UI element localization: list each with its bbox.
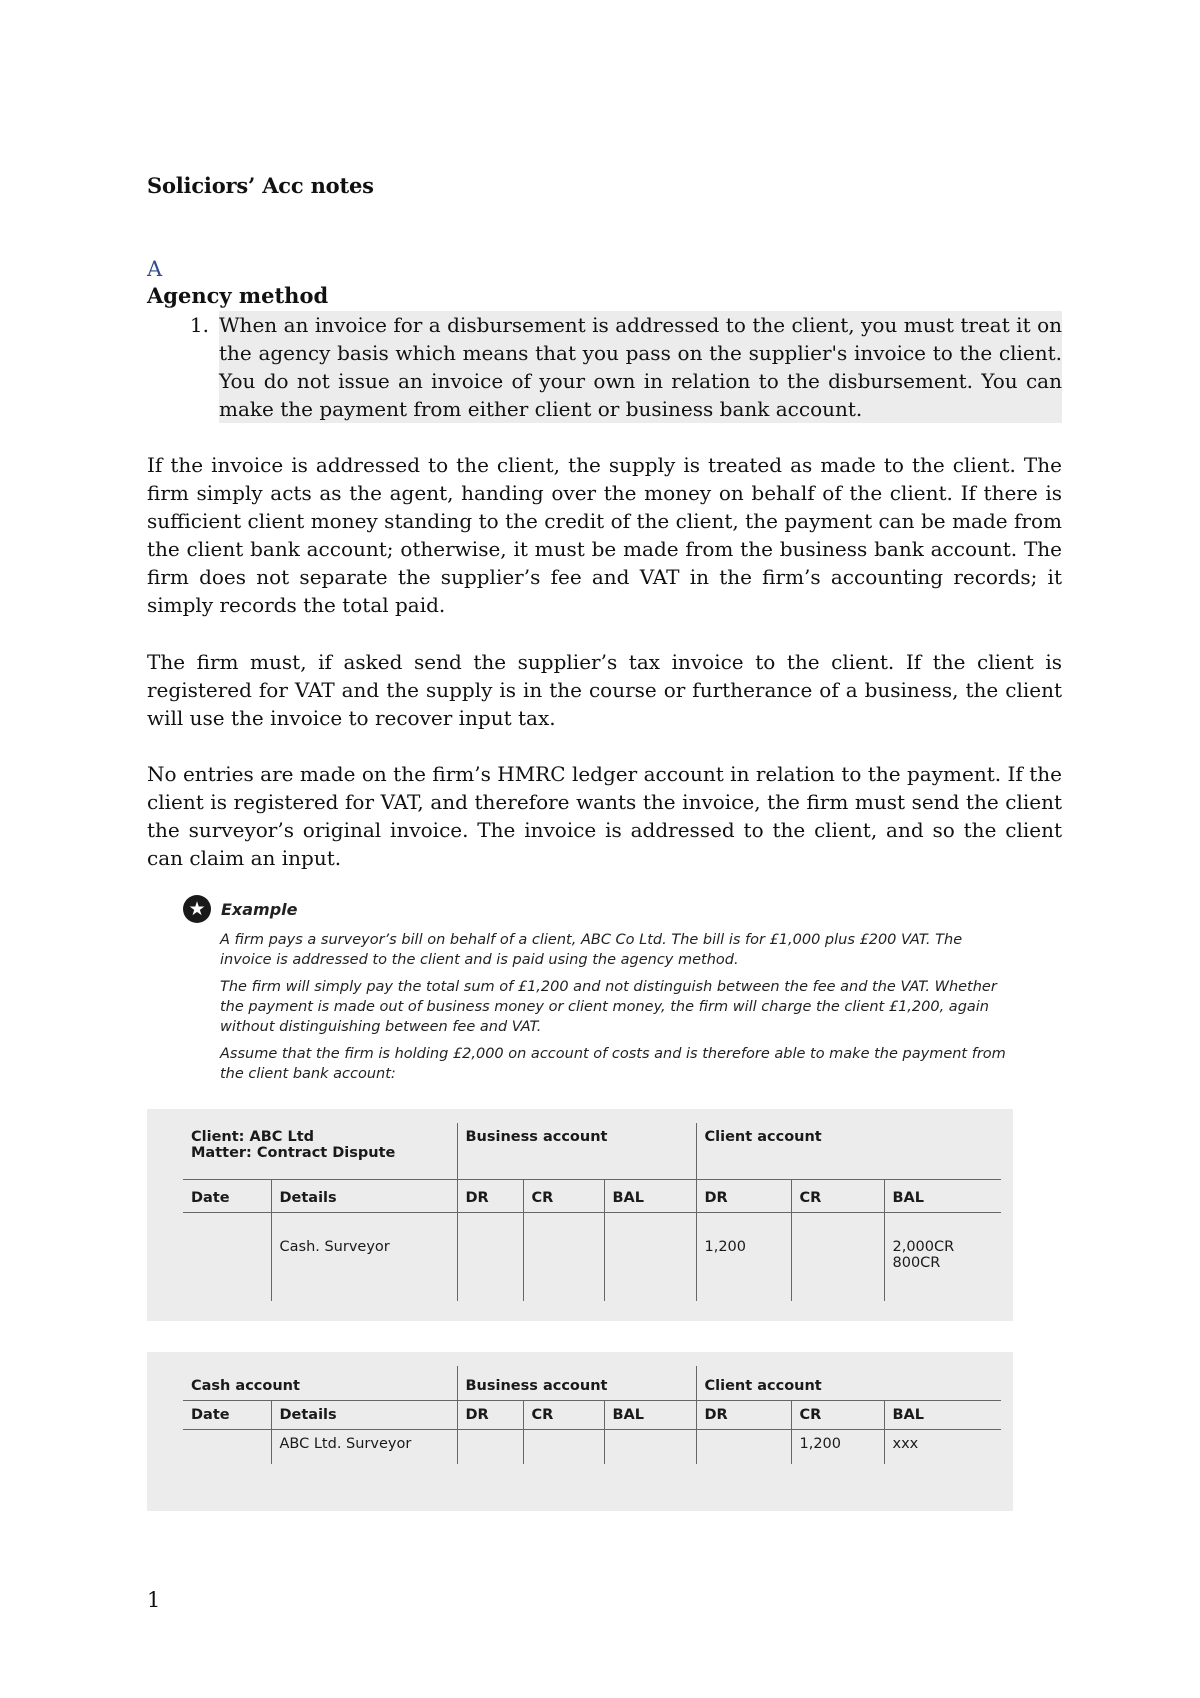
column-header: CR (523, 1180, 604, 1213)
section-letter: A (147, 257, 163, 281)
list-item (147, 311, 1062, 423)
example-label: Example (221, 899, 298, 919)
column-header: BAL (604, 1180, 696, 1213)
client-account-header: Client account (696, 1366, 1001, 1401)
column-header: CR (791, 1180, 884, 1213)
table-row (183, 1430, 1001, 1465)
balance-line: 2,000CR (892, 1239, 955, 1255)
cell-client-dr (696, 1430, 791, 1465)
cell-client-dr: 1,200 (696, 1213, 791, 1302)
example-box (147, 895, 1063, 1520)
cell-business-dr (457, 1213, 523, 1302)
table-row (183, 1213, 1001, 1302)
client-ledger (147, 1109, 1013, 1321)
column-header: DR (457, 1180, 523, 1213)
column-header: CR (523, 1401, 604, 1430)
list-item-number: 1. (189, 313, 209, 337)
paragraph-invoice-addressed: If the invoice is addressed to the client, the supply is treated as made to the client. The firm simply acts as the agent, handing over the money on behalf of the client. If there is sufficient client money standing to the credit of the client, the payment can be made from the client bank account; otherwise, it must be made from the business bank account. The firm does not separate the supplier’s fee and VAT in the firm’s accounting records; it simply records the total paid. (147, 453, 1062, 617)
balance-line: 800CR (892, 1255, 941, 1271)
client-account-header: Client account (696, 1123, 1001, 1180)
cell-client-bal: xxx (884, 1430, 1001, 1465)
business-account-header: Business account (457, 1123, 696, 1180)
cell-client-bal (884, 1213, 1001, 1302)
cell-business-dr (457, 1430, 523, 1465)
column-header: Date (183, 1401, 271, 1430)
example-paragraph: Assume that the firm is holding £2,000 on account of costs and is therefore able to make the payment from the client bank account: (220, 1046, 1006, 1082)
cell-client-cr: 1,200 (791, 1430, 884, 1465)
section-heading: Agency method (147, 283, 329, 308)
cell-business-cr (523, 1213, 604, 1302)
column-header: BAL (604, 1401, 696, 1430)
client-matter-header (183, 1123, 457, 1180)
numbered-list (147, 311, 1062, 423)
cash-ledger-table (183, 1366, 1001, 1464)
cell-business-cr (523, 1430, 604, 1465)
cell-details: Cash. Surveyor (271, 1213, 457, 1302)
cash-account-header: Cash account (183, 1366, 457, 1401)
column-header: DR (457, 1401, 523, 1430)
column-header: DR (696, 1401, 791, 1430)
cell-date (183, 1430, 271, 1465)
paragraph-tax-invoice: The firm must, if asked send the supplier’s tax invoice to the client. If the client is registered for VAT and the supply is in the course or furtherance of a business, the client will use the invoice to recover input tax. (147, 650, 1062, 730)
column-header: Details (271, 1401, 457, 1430)
cell-date (183, 1213, 271, 1302)
column-header: Details (271, 1180, 457, 1213)
cell-client-cr (791, 1213, 884, 1302)
cell-business-bal (604, 1213, 696, 1302)
example-paragraph: The firm will simply pay the total sum of £1,200 and not distinguish between the fee and the VAT. Whether the payment is made out of business money or client money, the firm will charge the client £1,200, again without distinguishing between fee and VAT. (220, 979, 997, 1035)
cash-ledger (147, 1352, 1013, 1511)
example-header (183, 895, 298, 923)
column-header: BAL (884, 1180, 1001, 1213)
business-account-header: Business account (457, 1366, 696, 1401)
page-number: 1 (147, 1588, 161, 1612)
cell-details: ABC Ltd. Surveyor (271, 1430, 457, 1465)
column-header: BAL (884, 1401, 1001, 1430)
star-icon: ★ (183, 895, 211, 923)
cell-business-bal (604, 1430, 696, 1465)
column-header: CR (791, 1401, 884, 1430)
list-item-text: When an invoice for a disbursement is addressed to the client, you must treat it on the agency basis which means that you pass on the supplier's invoice to the client. You do not issue an invoice of your own in relation to the disbursement. You can make the payment from either client or business bank account. (219, 313, 1062, 421)
column-header: DR (696, 1180, 791, 1213)
client-ledger-table (183, 1123, 1001, 1301)
paragraph-hmrc-ledger: No entries are made on the firm’s HMRC ledger account in relation to the payment. If the client is registered for VAT, and therefore wants the invoice, the firm must send the client the surveyor’s original invoice. The invoice is addressed to the client, and so the client can claim an input. (147, 762, 1062, 870)
client-name: Client: ABC Ltd (191, 1129, 315, 1145)
column-header: Date (183, 1180, 271, 1213)
matter-name: Matter: Contract Dispute (191, 1145, 396, 1161)
example-paragraph: A firm pays a surveyor’s bill on behalf of a client, ABC Co Ltd. The bill is for £1,000 plus £200 VAT. The invoice is addressed to the client and is paid using the agency method. (220, 932, 963, 968)
page-title: Soliciors’ Acc notes (147, 173, 374, 198)
